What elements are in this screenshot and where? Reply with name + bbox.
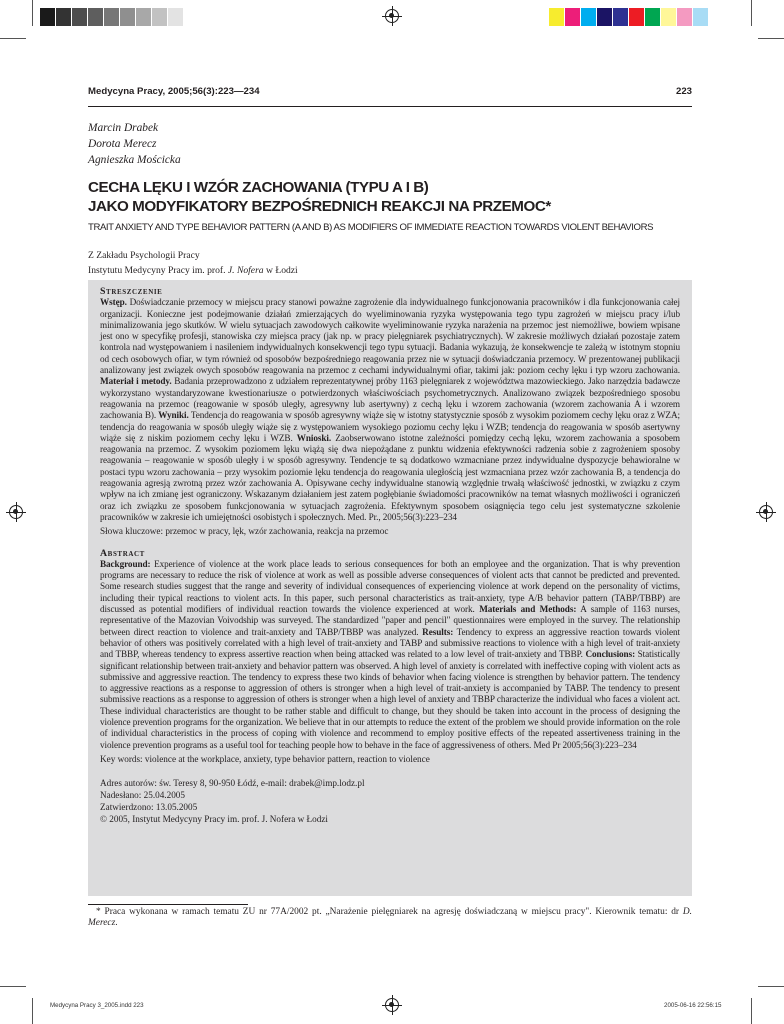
crop-mark (758, 38, 784, 39)
print-slug-timestamp: 2005-06-16 22:56:15 (664, 1002, 722, 1009)
color-swatch (661, 8, 677, 26)
color-swatch (645, 8, 661, 26)
gray-swatch (72, 8, 88, 26)
gray-swatch (88, 8, 104, 26)
abstract-text: Background: Experience of violence at the work place leads to serious consequences for both an employee and the organization. That is why prevention programs are necessary to reduce the risk of violence at work as well as possible adverse consequences of violent acts that cannot be predicted and prevented. Some research studies suggest that the range and severity of individual consequences of experiencing violence at work depend on the personality of victims, including their typical reactions to violent acts. In this paper, such personal characteristics as trait-anxiety, type A/B behavior pattern (TABP/TBBP) are discussed as potential modifiers of individual reaction towards the violence experienced at work. Materials and Methods: A sample of 1163 nurses, representative of the Mazovian Voivodship was surveyed. The standardized "paper and pencil" questionnaires were employed in the survey. The relationship between direct reaction to violence and trait-anxiety and TABP/TBBP was analyzed. Results: Tendency to express an aggressive reaction towards violent behavior of others was positively correlated with a high level of trait-anxiety and TABP and submissive reactions to violence with a high level of trait-anxiety and TBBP, whereas tendency to express assertive reaction when being attacked was related to a low level of trait-anxiety and TBBP. Conclusions: Statistically significant relationship between trait-anxiety and behavior pattern was observed. A high level of anxiety is correlated with ineffective coping with violent acts as submissive and aggressive reaction. The tendency to express these two kinds of behavior when facing violence is strengthen by behavior pattern. The tendency to aggressive reactions as a response to aggression of others is stronger when a high level of trait-anxiety is accompanied by TABP. The tendency to present submissive reactions as a response to aggression of others is stronger when a high level of anxiety and TBBP characterize the individual who faces a violent act. These individual characteristics are thought to be rather stable and difficult to change, but they should be taken into account in the process of designing the violence prevention programs for the organization. We believe that in our attempts to reduce the extent of the problem we should provide information on the role of individual characteristics in the process of coping with violence and recommend to employ positive effects of the repeated assertiveness training in the violence prevention programs as a useful tool for teaching people how to behave in the face of aggressiveness of others. Med Pr 2005;56(3):223–234 (100, 558, 680, 750)
gray-swatch (136, 8, 152, 26)
crop-mark (751, 998, 752, 1024)
author: Dorota Merecz (88, 138, 157, 150)
footnote-rule (88, 904, 248, 905)
registration-mark-left (9, 505, 23, 519)
affiliation: Z Zakładu Psychologii Pracy Instytutu Medycyny Pracy im. prof. J. Nofera w Łodzi (88, 250, 298, 276)
grayscale-calibration-bar (40, 8, 200, 26)
streszczenie-heading: Streszczenie (100, 286, 163, 297)
author: Marcin Drabek (88, 122, 159, 134)
article-metadata (100, 777, 680, 825)
copyright: © 2005, Instytut Medycyny Pracy im. prof. J. Nofera w Łodzi (100, 814, 328, 825)
color-swatch (629, 8, 645, 26)
abstract-box (88, 280, 692, 896)
crop-mark (758, 986, 784, 987)
crop-mark (32, 0, 33, 26)
crop-mark (32, 998, 33, 1024)
color-calibration-bar (549, 8, 709, 26)
color-swatch (549, 8, 565, 26)
color-swatch (565, 8, 581, 26)
color-swatch (693, 8, 709, 26)
gray-swatch (184, 8, 200, 26)
english-title: TRAIT ANXIETY AND TYPE BEHAVIOR PATTERN (A AND B) AS MODIFIERS OF IMMEDIATE REACTION TOWARDS VIOLENT BEHAVIORS (88, 222, 654, 233)
author-list (88, 120, 181, 168)
crop-mark (0, 986, 26, 987)
approved-date: Zatwierdzono: 13.05.2005 (100, 802, 198, 813)
color-swatch (677, 8, 693, 26)
gray-swatch (40, 8, 56, 26)
gray-swatch (120, 8, 136, 26)
gray-swatch (104, 8, 120, 26)
gray-swatch (56, 8, 72, 26)
author-address: Adres autorów: św. Teresy 8, 90-950 Łódź, e-mail: drabek@imp.lodz.pl (100, 778, 365, 789)
journal-citation: Medycyna Pracy, 2005;56(3):223—234 (88, 86, 260, 97)
footnote: * Praca wykonana w ramach tematu ZU nr 77A/2002 pt. „Narażenie pielęgniarek na agresję doświadczaną w miejscu pracy". Kierownik tematu: dr D. Merecz. (88, 907, 692, 929)
color-swatch (613, 8, 629, 26)
crop-mark (751, 0, 752, 26)
submitted-date: Nadesłano: 25.04.2005 (100, 790, 185, 801)
gray-swatch (152, 8, 168, 26)
article-title: CECHA LĘKU I WZÓR ZACHOWANIA (TYPU A I B) JAKO MODYFIKATORY BEZPOŚREDNICH REAKCJI NA PRZEMOC* (88, 179, 551, 215)
crop-mark (0, 38, 26, 39)
page-number: 223 (675, 86, 692, 97)
gray-swatch (168, 8, 184, 26)
header-rule (88, 106, 692, 107)
registration-mark-top (385, 9, 399, 23)
registration-mark-bottom (385, 998, 399, 1012)
streszczenie-text: Wstęp. Doświadczanie przemocy w miejscu pracy stanowi poważne zagrożenie dla indywidualnego funkcjonowania pracowników i dla funkcjonowania całej organizacji. Konieczne jest podejmowanie działań zmierzających do wyeliminowania ryzyka występowania tego typu zagrożeń w miejscu pracy i/lub minimalizowania jego skutków. W wielu sytuacjach zawodowych całkowite wyeliminowanie ryzyka narażenia na przemoc jest niemożliwe, bowiem wpisane jest ono w specyfikę profesji, stanowiska czy miejsca pracy (jak np. w pracy pielęgniarek psychiatrycznych). W zakresie możliwych działań pozostaje zatem kontrola nad występowaniem i nasileniem indywidualnych konsekwencji tego typu sytuacji. Badania wykazują, że konsekwencje te zależą w istotnym stopniu od cech osobowych ofiar, w tym również od sposobów bezpośredniego reagowania przez nie w sytuacji doświadczania przemocy. W prezentowanej publikacji analizowany jest związek owych sposobów reagowania na przemoc z cechami indywidualnymi ofiar, takimi jak: poziom cechy lęku i typ wzoru zachowania. Materiał i metody. Badania przeprowadzono z udziałem reprezentatywnej próby 1163 pielęgniarek z województwa mazowieckiego. Jako narzędzia badawcze wykorzystano wystandaryzowane kwestionariusze o potwierdzonych właściwościach psychometrycznych. Analizowano związek bezpośredniego sposobu reagowania na przemoc (reagowanie w sposób uległy, agresywny lub asertywny) z cechą lęku i wzorem zachowania (wzorem zachowania A i wzorem zachowania B). Wyniki. Tendencja do reagowania w sposób agresywny wiąże się w istotny statystycznie sposób z wysokim poziomem cechy lęku oraz z WZA; tendencja do reagowania w sposób uległy wiąże się z występowaniem wysokiego poziomu cechy lęku i WZB; tendencja do reagowania w sposób asertywny wiąże się z niskim poziomem cechy lęku i WZB. Wnioski. Zaobserwowano istotne zależności pomiędzy cechą lęku, wzorem zachowania a sposobem reagowania na przemoc. Z wysokim poziomem lęku wiążą się dwa niepożądane z punktu widzenia efektywności radzenia sobie z zagrożeniem sposoby reagowania – reagowanie w sposób uległy i w sposób agresywny. Tendencje te są dodatkowo wzmacniane przez indywidualne dyspozycje behawioralne w postaci typu wzoru zachowania – przy wysokim poziomie lęku tendencja do reagowania uległością jest wzmacniana przez wzór zachowania B, a tendencja do reagowania agresją zwrotną przez wzór zachowania A. Opisywane cechy indywidualne stanowią względnie trwałą właściwość jednostki, w związku z czym wpływ na ich zmianę jest ograniczony. Wskazanym działaniem jest zatem pogłębianie świadomości pracowników na temat własnych możliwości i ograniczeń oraz ich związku ze sposobem funkcjonowania w sytuacjach zagrożenia. Efektywnym sposobem osiągnięcia tego celu jest systematyczne szkolenie pracowników w zakresie ich umiejętności osobistych i społecznych. Med. Pr., 2005;56(3):223–234 (100, 297, 680, 522)
color-swatch (581, 8, 597, 26)
author: Agnieszka Mościcka (88, 154, 181, 166)
polish-keywords: Słowa kluczowe: przemoc w pracy, lęk, wzór zachowania, reakcja na przemoc (100, 526, 389, 537)
print-slug-file: Medycyna Pracy 3_2005.indd 223 (50, 1002, 144, 1009)
english-keywords: Key words: violence at the workplace, anxiety, type behavior pattern, reaction to violence (100, 753, 430, 764)
registration-mark-right (759, 505, 773, 519)
color-swatch (597, 8, 613, 26)
abstract-heading: Abstract (100, 547, 145, 559)
